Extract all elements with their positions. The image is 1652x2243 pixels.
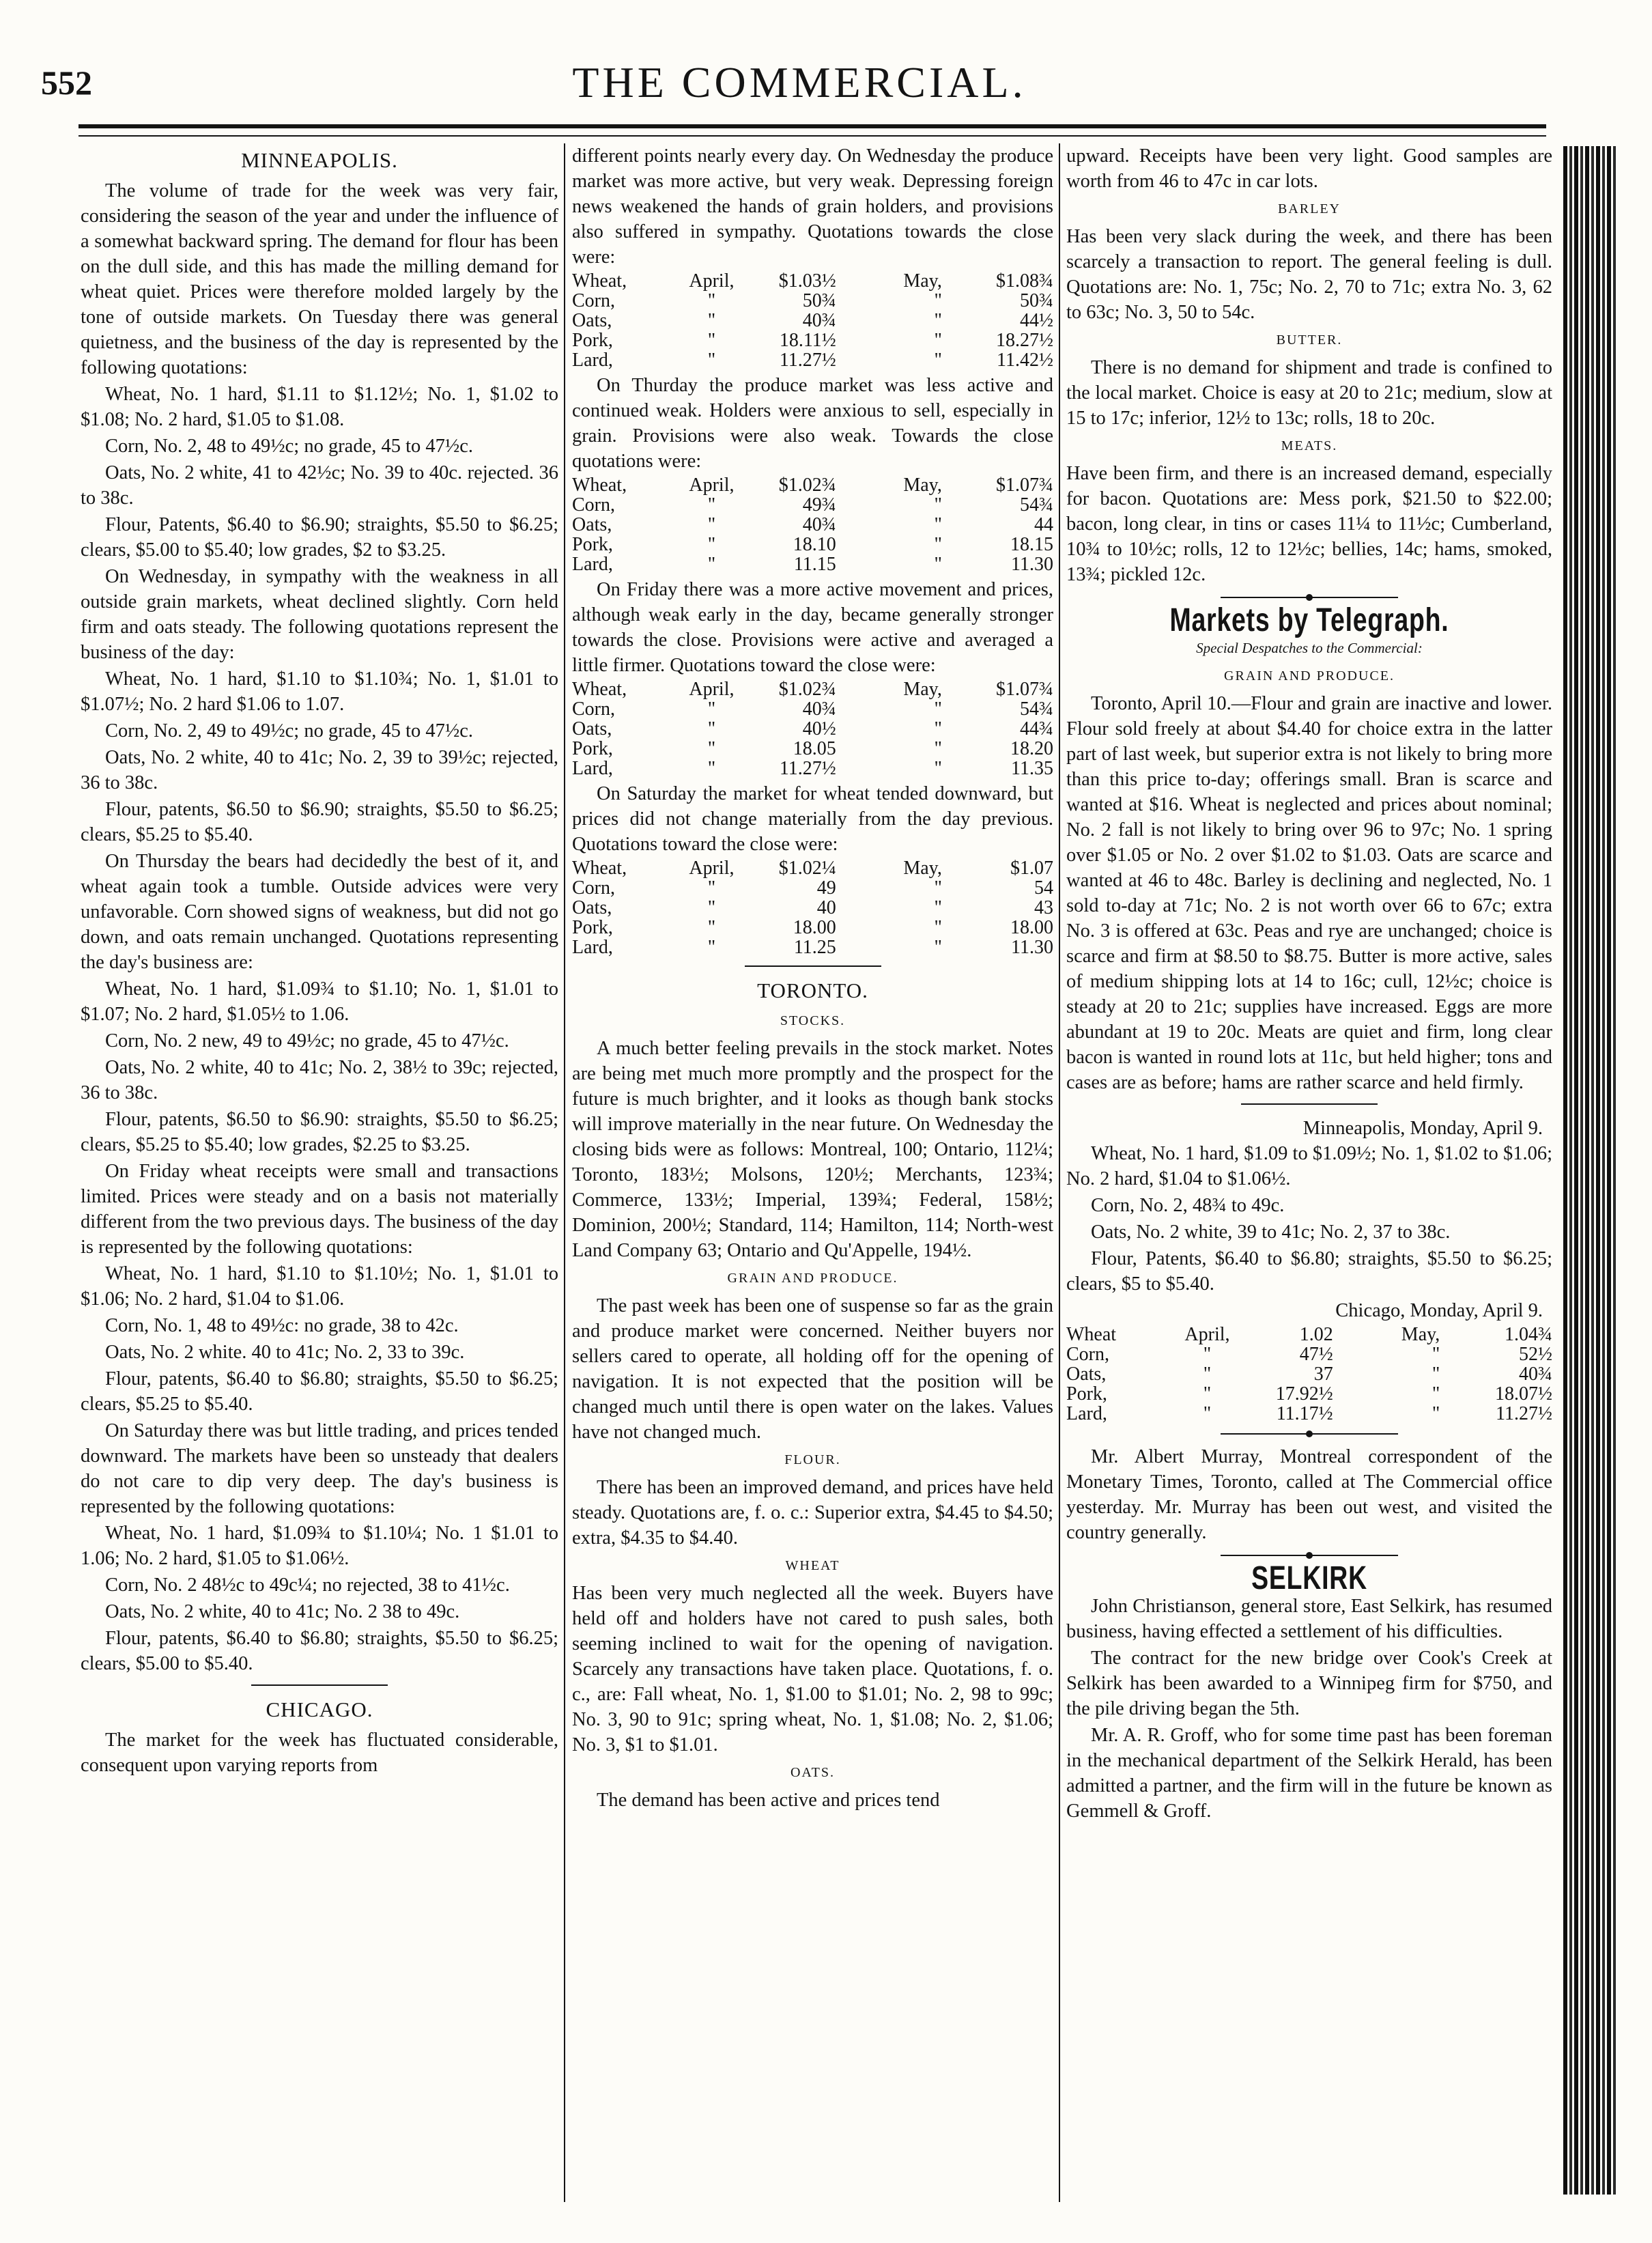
- table-cell: 11.27½: [1496, 1403, 1552, 1424]
- quotation-wheat: Wheat, No. 1 hard, $1.09 to $1.09½; No. 1, $1.02 to $1.06; No. 2 hard, $1.04 to $1.06½.: [1066, 1143, 1552, 1189]
- table-cell: April,: [689, 475, 735, 496]
- table-cell: Pork,: [572, 917, 613, 938]
- table-cell: 37: [1313, 1364, 1333, 1385]
- table-row: [572, 475, 1053, 495]
- table-row: [572, 739, 1053, 759]
- quotation-flour: Flour, Patents, $6.40 to $6.90; straights, $5.50 to $6.25; clears, $5.00 to $5.40; low grades, $2 to $3.25.: [81, 514, 558, 561]
- table-cell: May,: [903, 679, 942, 700]
- table-row: [572, 918, 1053, 937]
- subheading-meats: MEATS.: [1281, 438, 1338, 453]
- table-cell: 40¾: [802, 699, 836, 720]
- table-cell: $1.08¾: [996, 270, 1053, 292]
- table-cell: ": [934, 290, 942, 311]
- table-row: [572, 515, 1053, 535]
- table-cell: 18.10: [793, 534, 836, 555]
- table-cell: ": [934, 877, 942, 899]
- table-cell: ": [1432, 1383, 1440, 1405]
- quotation-flour: Flour, patents, $6.50 to $6.90: straights, $5.50 to $6.25; clears, $5.25 to $5.40; low grades, $2.25 to $3.25.: [81, 1109, 558, 1155]
- table-cell: May,: [903, 475, 942, 496]
- table-cell: 54¾: [1020, 494, 1053, 516]
- paragraph: The contract for the new bridge over Cook's Creek at Selkirk has been awarded to a Winnipeg firm for $750, and the pile driving began the 5th.: [1066, 1648, 1552, 1719]
- quotation-oats: Oats, No. 2 white, 41 to 42½c; No. 39 to 40c. rejected. 36 to 38c.: [81, 462, 558, 509]
- table-cell: $1.02¾: [778, 679, 836, 700]
- subheading-flour: FLOUR.: [784, 1452, 841, 1467]
- quotation-wheat: Wheat, No. 1 hard, $1.10 to $1.10¾; No. 1, $1.01 to $1.07½; No. 2 hard $1.06 to 1.07.: [81, 668, 558, 715]
- table-cell: ": [1203, 1383, 1212, 1405]
- table-cell: 11.30: [1011, 937, 1053, 958]
- table-cell: ": [707, 534, 716, 555]
- table-cell: ": [707, 290, 716, 311]
- section-heading-telegraph: Markets by Telegraph.: [1169, 602, 1449, 638]
- table-cell: 18.00: [793, 917, 836, 938]
- table-cell: 18.00: [1010, 917, 1053, 938]
- table-row: [572, 495, 1053, 515]
- table-cell: ": [707, 350, 716, 371]
- table-cell: ": [1203, 1364, 1212, 1385]
- table-cell: $1.03½: [778, 270, 836, 292]
- table-row: [572, 898, 1053, 918]
- column-2: [572, 143, 1053, 2202]
- paragraph: The volume of trade for the week was very fair, considering the season of the year and under the influence of a somewhat backward spring. The demand for flour has been on the dull side, and this has made the milling demand for wheat quiet. Prices were therefore molded largely by the tone of outside markets. On Tuesday there was general quietness, and the business of the day is represented by the following quotations:: [81, 180, 558, 378]
- table-cell: Lard,: [1066, 1403, 1107, 1424]
- table-cell: 49¾: [802, 494, 836, 516]
- table-cell: Corn,: [572, 290, 615, 311]
- quotation-wheat: Wheat, No. 1 hard, $1.09¾ to $1.10; No. 1, $1.01 to $1.07; No. 2 hard, $1.05½ to 1.06.: [81, 978, 558, 1025]
- table-cell: ": [1203, 1344, 1212, 1365]
- table-row: [572, 719, 1053, 739]
- table-cell: 11.35: [1011, 758, 1053, 779]
- table-cell: 47½: [1299, 1344, 1333, 1365]
- column-rule: [1059, 143, 1060, 2202]
- table-cell: 11.17½: [1276, 1403, 1333, 1424]
- quotation-corn: Corn, No. 2 48½c to 49c¼; no rejected, 38 to 41½c.: [105, 1575, 510, 1596]
- table-cell: April,: [689, 270, 735, 292]
- table-row: [572, 350, 1053, 370]
- quotation-table: [572, 679, 1053, 778]
- table-cell: 18.20: [1010, 738, 1053, 759]
- paragraph: On Saturday the market for wheat tended downward, but prices did not change materially from the day previous. Quotations toward the close were:: [572, 783, 1053, 855]
- table-cell: 11.15: [793, 554, 836, 575]
- table-cell: 11.25: [793, 937, 836, 958]
- paragraph: There is no demand for shipment and trade is confined to the local market. Choice is easy at 20 to 21c; medium, slow at 15 to 17c; inferior, 12½ to 13c; rolls, 18 to 20c.: [1066, 357, 1552, 429]
- table-row: [572, 311, 1053, 330]
- subheading-grain-produce: GRAIN AND PRODUCE.: [1224, 668, 1395, 683]
- quotation-flour: Flour, Patents, $6.40 to $6.80; straights, $5.50 to $6.25; clears, $5 to $5.40.: [1066, 1248, 1552, 1295]
- table-cell: ": [707, 554, 716, 575]
- table-cell: $1.07¾: [996, 475, 1053, 496]
- quotation-oats: Oats, No. 2 white, 40 to 41c; No. 2, 39 to 39½c; rejected, 36 to 38c.: [81, 747, 558, 793]
- table-cell: ": [934, 554, 942, 575]
- quotation-corn: Corn, No. 2, 48 to 49½c; no grade, 45 to 47½c.: [105, 436, 474, 457]
- table-cell: 44: [1034, 514, 1053, 535]
- paragraph: Has been very slack during the week, and there has been scarcely a transaction to report. The general feeling is dull. Quotations are: No. 1, 75c; No. 2, 70 to 71c; extra No. 3, 62 to 63c; No. 3, 50 to 54c.: [1066, 226, 1552, 323]
- paragraph: The demand has been active and prices tend: [597, 1790, 940, 1811]
- table-cell: Oats,: [1066, 1364, 1107, 1385]
- table-cell: Oats,: [572, 718, 612, 739]
- dateline-chicago: Chicago, Monday, April 9.: [1335, 1300, 1543, 1321]
- table-cell: 17.92½: [1275, 1383, 1333, 1405]
- table-cell: Oats,: [572, 514, 612, 535]
- table-row: [572, 858, 1053, 878]
- table-row: [572, 554, 1053, 574]
- header-rule-thin: [79, 135, 1546, 137]
- table-row: [572, 535, 1053, 554]
- table-cell: 54: [1034, 877, 1053, 899]
- table-cell: Oats,: [572, 310, 612, 331]
- table-cell: Corn,: [1066, 1344, 1109, 1365]
- quotation-corn: Corn, No. 2, 48¾ to 49c.: [1091, 1195, 1285, 1216]
- table-cell: Wheat,: [572, 679, 627, 700]
- paragraph: Toronto, April 10.—Flour and grain are inactive and lower. Flour sold freely at about $4.40 for choice extra in the latter part of last week, but superior extra is not likely to bring more than this price to-day; offerings small. Bran is scarce and wanted at $16. Wheat is neglected and prices about nominal; No. 2 fall is not likely to bring over 96 to 97c; No. 1 spring over $1.05 or No. 2 over $1.02 to $1.03. Oats are scarce and wanted at 46 to 48c. Barley is declining and neglected, No. 1 sold to-day at 71c; No. 2 is not worth over 66 to 67c; extra No. 3 is offered at 63c. Peas and rye are unchanged; choice is scarce and firm at $8.50 to $8.75. Butter is more active, sales of medium shipping lots at 14 to 16c; cull, 12½c; choice is steady at 20 to 21c; supplies have increased. Eggs are more abundant at 19 to 20c. Meats are quiet and firm, long clear bacon is wanted in round lots at 11c, but held higher; tons and cases are as before; hams are rather scarce and held firmly.: [1066, 693, 1552, 1093]
- table-cell: ": [707, 699, 716, 720]
- table-cell: 52½: [1519, 1344, 1552, 1365]
- section-heading-selkirk: SELKIRK: [1251, 1560, 1367, 1596]
- paragraph: A much better feeling prevails in the stock market. Notes are being met much more promptly and the prospect for the future is much brighter, and it looks as though bank stocks will improve materially in the near future. On Wednesday the closing bids were as follows: Montreal, 100; Ontario, 112¼; Toronto, 183½; Molsons, 120½; Merchants, 123¾; Commerce, 133½; Imperial, 139¾; Federal, 158½; Dominion, 200½; Standard, 114; Hamilton, 114; North-west Land Company 63; Ontario and Qu'Appelle, 194½.: [572, 1038, 1053, 1261]
- table-cell: Pork,: [572, 738, 613, 759]
- table-cell: April,: [689, 858, 735, 879]
- page-header: [41, 59, 1558, 120]
- table-row: [1066, 1364, 1552, 1384]
- table-cell: $1.07¾: [996, 679, 1053, 700]
- table-cell: Wheat,: [572, 858, 627, 879]
- quotation-flour: Flour, patents, $6.50 to $6.90; straights, $5.50 to $6.25; clears, $5.25 to $5.40.: [81, 799, 558, 845]
- table-cell: 54¾: [1020, 699, 1053, 720]
- minneapolis-report: [81, 178, 558, 1676]
- paragraph: On Wednesday, in sympathy with the weakness in all outside grain markets, wheat declined slightly. Corn held firm and oats steady. The following quotations represent the business of the day:: [81, 566, 558, 663]
- table-cell: Pork,: [572, 330, 613, 351]
- paragraph: There has been an improved demand, and prices have held steady. Quotations are, f. o. c.: Superior extra, $4.45 to $4.50; extra, $4.35 to $4.40.: [572, 1477, 1053, 1549]
- subheading-butter: BUTTER.: [1276, 333, 1343, 348]
- column-3: [1066, 143, 1552, 2202]
- table-cell: 43: [1034, 897, 1053, 918]
- quotation-wheat: Wheat, No. 1 hard, $1.09¾ to $1.10¼; No. 1 $1.01 to 1.06; No. 2 hard, $1.05 to $1.06½.: [81, 1523, 558, 1569]
- section-heading-minneapolis: MINNEAPOLIS.: [241, 148, 398, 172]
- section-divider: [1221, 1555, 1398, 1556]
- table-cell: 11.42½: [997, 350, 1053, 371]
- quotation-corn: Corn, No. 1, 48 to 49½c: no grade, 38 to 42c.: [105, 1315, 459, 1336]
- table-cell: April,: [689, 679, 735, 700]
- dispatch-line: Special Despatches to the Commercial:: [1196, 640, 1423, 656]
- section-divider: [251, 1684, 388, 1686]
- dateline-minneapolis: Minneapolis, Monday, April 9.: [1302, 1118, 1543, 1139]
- table-cell: 50¾: [1020, 290, 1053, 311]
- page-number: 552: [41, 64, 92, 102]
- table-cell: 18.11½: [779, 330, 836, 351]
- table-cell: 40¾: [802, 310, 836, 331]
- table-cell: ": [707, 330, 716, 351]
- table-cell: Corn,: [572, 877, 615, 899]
- section-heading-chicago: CHICAGO.: [266, 1697, 373, 1721]
- table-cell: ": [934, 758, 942, 779]
- table-cell: ": [934, 494, 942, 516]
- table-cell: 40¾: [802, 514, 836, 535]
- table-row: [572, 271, 1053, 291]
- subheading-grain-produce: GRAIN AND PRODUCE.: [727, 1271, 898, 1286]
- table-row: [572, 759, 1053, 778]
- paragraph: On Thursday the bears had decidedly the best of it, and wheat again took a tumble. Outside advices were very unfavorable. Corn showed signs of weakness, but did not go down, and oats remain unchanged. Quotations representing the day's business are:: [81, 851, 558, 973]
- quotation-table: [572, 271, 1053, 370]
- paragraph: Mr. Albert Murray, Montreal correspondent of the Monetary Times, Toronto, called at The Commercial office yesterday. Mr. Murray has been out west, and visited the country generally.: [1066, 1446, 1552, 1543]
- quotation-wheat: Wheat, No. 1 hard, $1.10 to $1.10½; No. 1, $1.01 to $1.06; No. 2 hard, $1.04 to $1.06.: [81, 1263, 558, 1310]
- table-cell: ": [934, 514, 942, 535]
- table-cell: ": [1203, 1403, 1212, 1424]
- table-cell: Lard,: [572, 758, 613, 779]
- table-cell: ": [707, 758, 716, 779]
- section-divider: [1221, 1433, 1398, 1435]
- table-cell: May,: [903, 270, 942, 292]
- quotation-table: [1066, 1325, 1552, 1424]
- table-cell: ": [1432, 1364, 1440, 1385]
- subheading-wheat: WHEAT: [785, 1558, 840, 1573]
- table-cell: ": [934, 330, 942, 351]
- table-cell: 49: [816, 877, 836, 899]
- paragraph: On Thurday the produce market was less active and continued weak. Holders were anxious to sell, especially in grain. Provisions were also weak. Towards the close quotations were:: [572, 375, 1053, 472]
- table-cell: ": [707, 310, 716, 331]
- paragraph: Have been firm, and there is an increased demand, especially for bacon. Quotations are: Mess pork, $21.50 to $22.00; bacon, long clear, in tins or cases 11¼ to 11½c; Cumberland, 10¾ to 10½c; rolls, 12 to 12½c; bellies, 14c; hams, smoked, 13¾; pickled 12c.: [1066, 463, 1552, 585]
- quotation-flour: Flour, patents, $6.40 to $6.80; straights, $5.50 to $6.25; clears, $5.00 to $5.40.: [81, 1628, 558, 1674]
- subheading-stocks: STOCKS.: [780, 1013, 846, 1028]
- table-cell: ": [707, 514, 716, 535]
- table-cell: $1.02¾: [778, 475, 836, 496]
- paragraph: The past week has been one of suspense so far as the grain and produce market were concerned. Neither buyers nor sellers cared to operate, all holding off for the opening of navigation. It is not expected that the position will be changed much until there is open water on the lakes. Values have not changed much.: [572, 1295, 1053, 1443]
- subheading-barley: BARLEY: [1278, 201, 1341, 216]
- paragraph: Has been very much neglected all the week. Buyers have held off and holders have not cared to push sales, both seeming inclined to wait for the opening of navigation. Scarcely any transactions have taken place. Quotations, f. o. c., are: Fall wheat, No. 1, $1.00 to $1.01; No. 2, 98 to 99c; No. 3, 90 to 91c; spring wheat, No. 1, $1.08; No. 2, $1.06; No. 3, $1 to $1.01.: [572, 1583, 1053, 1755]
- masthead-title: THE COMMERCIAL.: [572, 58, 1027, 107]
- table-cell: ": [1432, 1344, 1440, 1365]
- table-row: [572, 878, 1053, 898]
- quotation-table: [572, 475, 1053, 574]
- table-cell: ": [934, 718, 942, 739]
- quotation-oats: Oats, No. 2 white, 40 to 41c; No. 2, 38½ to 39c; rejected, 36 to 38c.: [81, 1057, 558, 1103]
- table-cell: ": [934, 738, 942, 759]
- table-cell: 11.27½: [779, 758, 836, 779]
- paragraph: On Saturday there was but little trading, and prices tended downward. The markets have been so unsteady that dealers do not care to dip very deep. The day's business is represented by the following quotations:: [81, 1420, 558, 1517]
- table-cell: Pork,: [1066, 1383, 1107, 1405]
- subheading-oats: OATS.: [790, 1765, 835, 1780]
- table-cell: ": [934, 699, 942, 720]
- table-cell: ": [707, 897, 716, 918]
- table-row: [572, 330, 1053, 350]
- paragraph: upward. Receipts have been very light. Good samples are worth from 46 to 47c in car lots.: [1066, 145, 1552, 192]
- table-cell: Pork,: [572, 534, 613, 555]
- table-cell: Wheat,: [572, 475, 627, 496]
- table-row: [572, 679, 1053, 699]
- table-cell: ": [934, 310, 942, 331]
- table-cell: Wheat,: [572, 270, 627, 292]
- column-rule: [564, 143, 565, 2202]
- table-cell: 18.07½: [1495, 1383, 1552, 1405]
- table-cell: ": [934, 937, 942, 958]
- section-divider: [1221, 597, 1398, 598]
- paragraph: different points nearly every day. On Wednesday the produce market was more active, but very weak. Depressing foreign news weakened the hands of grain holders, and provisions also suffered in sympathy. Quotations towards the close were:: [572, 145, 1053, 268]
- table-cell: 40½: [802, 718, 836, 739]
- section-divider: [745, 965, 881, 967]
- table-cell: ": [707, 877, 716, 899]
- quotation-oats: Oats, No. 2 white, 40 to 41c; No. 2 38 to 49c.: [105, 1601, 460, 1622]
- table-cell: ": [934, 897, 942, 918]
- table-cell: ": [934, 917, 942, 938]
- table-cell: Wheat: [1066, 1324, 1117, 1345]
- section-heading-toronto: TORONTO.: [757, 978, 868, 1002]
- table-cell: 40: [816, 897, 836, 918]
- table-cell: ": [934, 350, 942, 371]
- quotation-corn: Corn, No. 2, 49 to 49½c; no grade, 45 to 47½c.: [105, 720, 474, 742]
- table-cell: 40¾: [1519, 1364, 1552, 1385]
- table-cell: Lard,: [572, 350, 613, 371]
- table-cell: ": [707, 738, 716, 759]
- paragraph: On Friday there was a more active movement and prices, although weak early in the day, became generally stronger towards the close. Provisions were active and averaged a little firmer. Quotations toward the close were:: [572, 579, 1053, 676]
- quotation-table: [572, 858, 1053, 957]
- table-row: [1066, 1325, 1552, 1344]
- table-cell: Corn,: [572, 699, 615, 720]
- table-cell: ": [707, 494, 716, 516]
- table-cell: 11.27½: [779, 350, 836, 371]
- table-row: [1066, 1384, 1552, 1404]
- table-row: [1066, 1344, 1552, 1364]
- table-cell: Lard,: [572, 937, 613, 958]
- table-cell: $1.02¼: [778, 858, 836, 879]
- table-cell: April,: [1184, 1324, 1230, 1345]
- table-cell: 18.05: [793, 738, 836, 759]
- table-cell: Oats,: [572, 897, 612, 918]
- table-cell: 18.15: [1010, 534, 1053, 555]
- table-row: [572, 291, 1053, 311]
- table-cell: ": [707, 937, 716, 958]
- table-cell: ": [934, 534, 942, 555]
- table-cell: 1.02: [1299, 1324, 1333, 1345]
- table-cell: 1.04¾: [1505, 1324, 1552, 1345]
- quotation-oats: Oats, No. 2 white, 39 to 41c; No. 2, 37 to 38c.: [1091, 1222, 1451, 1243]
- header-rule: [79, 124, 1546, 128]
- table-row: [572, 937, 1053, 957]
- table-cell: 44½: [1020, 310, 1053, 331]
- table-cell: Corn,: [572, 494, 615, 516]
- page-edge-binding: [1563, 146, 1618, 2195]
- table-cell: ": [1432, 1403, 1440, 1424]
- table-cell: May,: [1401, 1324, 1440, 1345]
- table-cell: May,: [903, 858, 942, 879]
- paragraph: Mr. A. R. Groff, who for some time past has been foreman in the mechanical department of the Selkirk Herald, has been admitted a partner, and the firm will in the future be known as Gemmell & Groff.: [1066, 1725, 1552, 1822]
- table-row: [572, 699, 1053, 719]
- table-row: [1066, 1404, 1552, 1424]
- column-1: [81, 143, 558, 2202]
- table-cell: 18.27½: [996, 330, 1053, 351]
- paragraph: John Christianson, general store, East Selkirk, has resumed business, having effected a settlement of his difficulties.: [1066, 1596, 1552, 1642]
- table-cell: Lard,: [572, 554, 613, 575]
- table-cell: 44¾: [1020, 718, 1053, 739]
- paragraph: The market for the week has fluctuated considerable, consequent upon varying reports from: [81, 1730, 558, 1776]
- table-cell: ": [707, 917, 716, 938]
- quotation-flour: Flour, patents, $6.40 to $6.80; straights, $5.50 to $6.25; clears, $5.25 to $5.40.: [81, 1368, 558, 1415]
- quotation-corn: Corn, No. 2 new, 49 to 49½c; no grade, 45 to 47½c.: [105, 1030, 509, 1052]
- paragraph: On Friday wheat receipts were small and transactions limited. Prices were steady and on a basis not materially different from the two previous days. The business of the day is represented by the following quotations:: [81, 1161, 558, 1258]
- table-cell: 50¾: [802, 290, 836, 311]
- section-divider: [1241, 1103, 1378, 1105]
- table-cell: ": [707, 718, 716, 739]
- table-cell: $1.07: [1010, 858, 1053, 879]
- quotation-wheat: Wheat, No. 1 hard, $1.11 to $1.12½; No. 1, $1.02 to $1.08; No. 2 hard, $1.05 to $1.08.: [81, 384, 558, 430]
- table-cell: 11.30: [1011, 554, 1053, 575]
- quotation-oats: Oats, No. 2 white. 40 to 41c; No. 2, 33 to 39c.: [105, 1342, 465, 1363]
